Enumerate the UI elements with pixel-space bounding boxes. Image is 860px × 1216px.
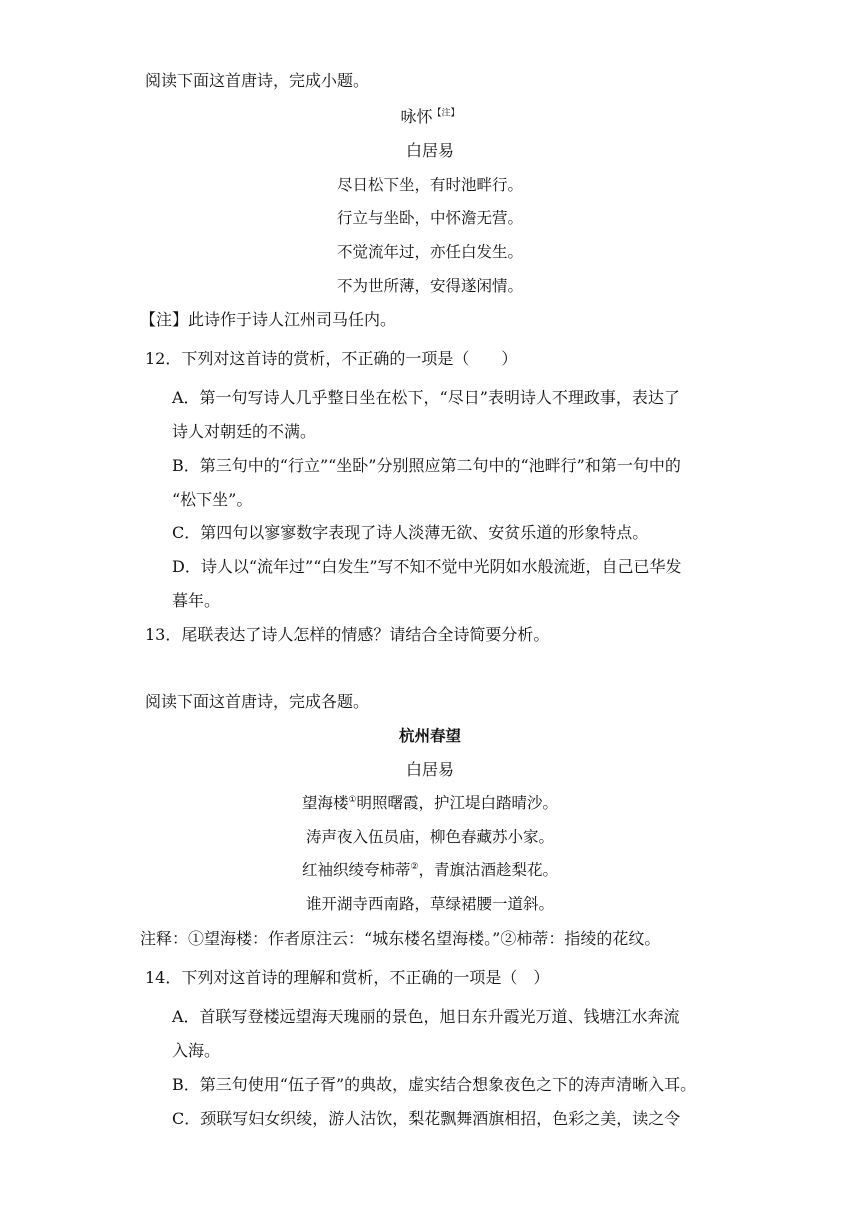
section1-author: 白居易 (405, 141, 454, 160)
poem-line-text: 红袖织绫夸柿蒂 (301, 861, 411, 879)
question-12-stem: 12．下列对这首诗的赏析，不正确的一项是（ ） (145, 349, 518, 368)
poem-title-note-mark: 【注】 (432, 108, 460, 119)
section2-poem-line-1 (0, 792, 860, 814)
poem-title-text: 咏怀 (400, 107, 433, 126)
section2-poem-title: 杭州春望 (398, 727, 461, 745)
section1-note: 【注】此诗作于诗人江州司马任内。 (140, 310, 397, 329)
question-14-stem: 14．下列对这首诗的理解和赏析，不正确的一项是（ ） (145, 968, 550, 987)
question-12-option-c: C．第四句以寥寥数字表现了诗人淡薄无欲、安贫乐道的形象特点。 (172, 523, 649, 542)
section1-instruction: 阅读下面这首唐诗，完成小题。 (145, 71, 370, 90)
question-13: 13．尾联表达了诗人怎样的情感？请结合全诗简要分析。 (145, 625, 550, 644)
question-14-option-c-line-1: C．颈联写妇女织绫，游人沽饮，梨花飘舞酒旗相招，色彩之美，读之令 (172, 1109, 681, 1128)
question-12-option-d-line-1: D．诗人以“流年过”“白发生”写不知不觉中光阴如水般流逝，自己已华发 (172, 557, 682, 576)
footnote-mark-1: ① (348, 794, 357, 805)
question-12-option-d-line-2: 暮年。 (172, 591, 221, 610)
question-12-option-b-line-2: “松下坐”。 (172, 490, 253, 509)
poem-line-text: 望海楼 (301, 794, 349, 812)
poem-line-text: 明照曙霞，护江堤白踏晴沙。 (356, 794, 559, 812)
section2-poem-line-2: 涛声夜入伍员庙，柳色春藏苏小家。 (305, 828, 554, 846)
section2-author: 白居易 (405, 760, 454, 779)
section1-poem-line-1: 尽日松下坐，有时池畔行。 (336, 176, 523, 194)
footnote-mark-2: ② (410, 861, 419, 872)
question-12-option-a-line-1: A．第一句写诗人几乎整日坐在松下，“尽日”表明诗人不理政事，表达了 (172, 388, 680, 407)
question-14-option-a-line-1: A．首联写登楼远望海天瑰丽的景色，旭日东升霞光万道、钱塘江水奔流 (172, 1007, 680, 1026)
section1-poem-line-2: 行立与坐卧，中怀澹无营。 (336, 209, 523, 227)
section2-note: 注释：①望海楼：作者原注云：“城东楼名望海楼。”②柿蒂：指绫的花纹。 (140, 929, 661, 948)
question-14-option-b: B．第三句使用“伍子胥”的典故，虚实结合想象夜色之下的涛声清晰入耳。 (172, 1075, 697, 1094)
section1-poem-line-3: 不觉流年过，亦任白发生。 (336, 243, 523, 261)
poem-line-text: ，青旗沽酒趁梨花。 (418, 861, 559, 879)
question-12-option-b-line-1: B．第三句中的“行立”“坐卧”分别照应第二句中的“池畔行”和第一句中的 (172, 456, 681, 475)
section2-instruction: 阅读下面这首唐诗，完成各题。 (145, 692, 370, 711)
question-14-option-a-line-2: 入海。 (172, 1041, 221, 1060)
section2-poem-line-4: 谁开湖寺西南路，草绿裙腰一道斜。 (305, 895, 554, 913)
section1-poem-title (0, 106, 860, 128)
section2-poem-line-3 (0, 859, 860, 881)
section1-poem-line-4: 不为世所薄，安得遂闲情。 (336, 277, 523, 295)
question-12-option-a-line-2: 诗人对朝廷的不满。 (172, 422, 317, 441)
